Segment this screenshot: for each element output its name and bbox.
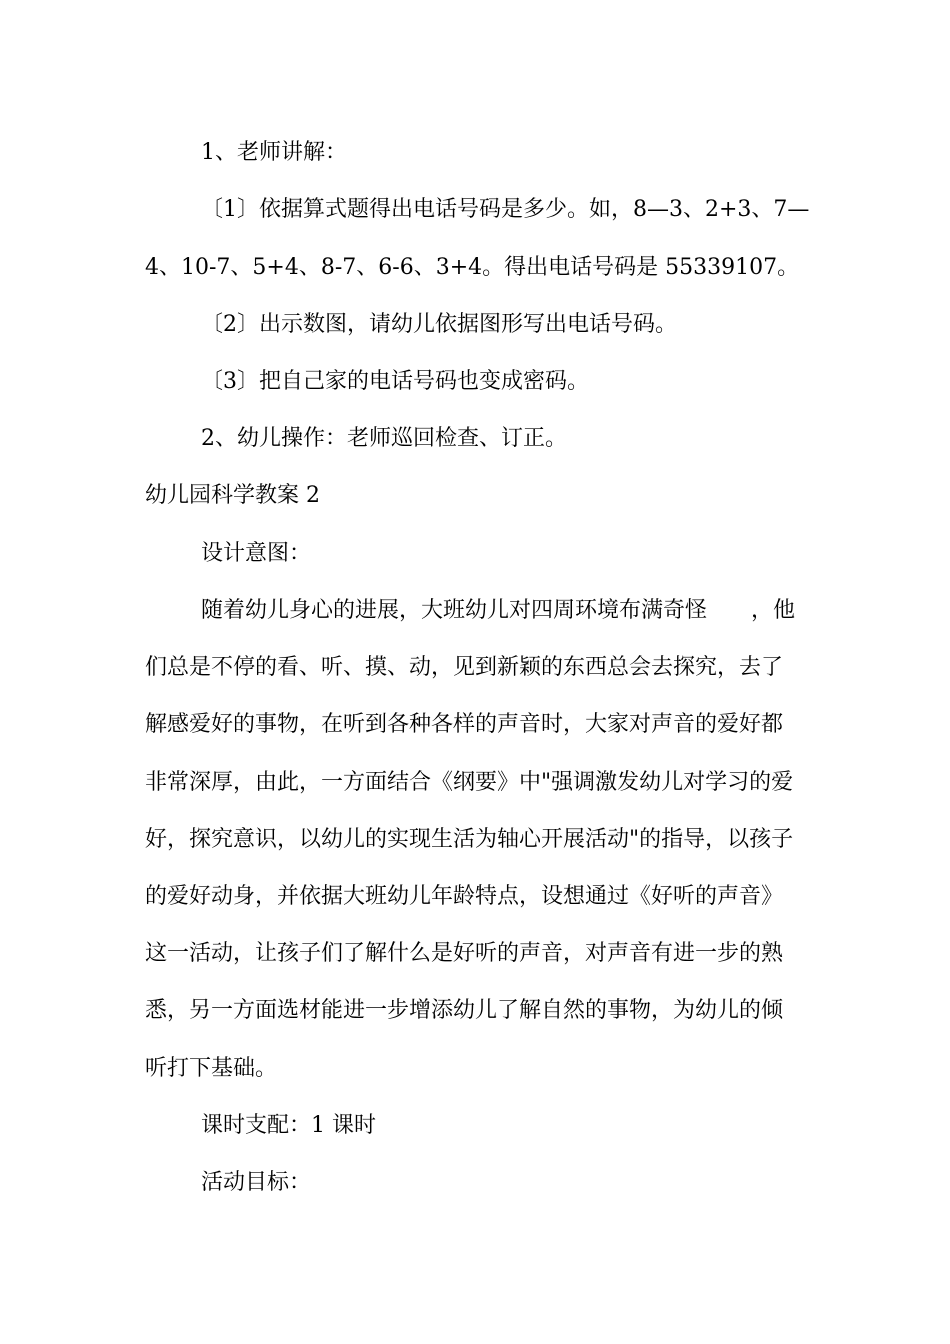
paragraph-line: 听打下基础。 [145,1056,278,1081]
step-1-heading: 1、老师讲解： [201,140,347,165]
activity-goals-heading: 活动目标： [201,1170,312,1195]
step-1-item-1-line-2: 4、10-7、5+4、8-7、6-6、3+4。得出电话号码是 55339107。 [145,255,800,280]
paragraph-line: 的爱好动身，并依据大班幼儿年龄特点，设想通过《好听的声音》 [145,884,784,909]
paragraph-line: 非常深厚，由此，一方面结合《纲要》中"强调激发幼儿对学习的爱 [145,770,794,795]
step-2-heading: 2、幼儿操作：老师巡回检查、订正。 [201,426,567,451]
design-intent-heading: 设计意图： [201,541,312,566]
paragraph-line: 好，探究意识，以幼儿的实现生活为轴心开展活动"的指导，以孩子 [145,827,794,852]
section-title: 幼儿园科学教案 2 [145,483,320,508]
paragraph-line: 这一活动，让孩子们了解什么是好听的声音，对声音有进一步的熟 [145,941,784,966]
paragraph-line: 们总是不停的看、听、摸、动，见到新颖的东西总会去探究，去了 [145,655,784,680]
step-1-item-2: 〔2〕出示数图，请幼儿依据图形写出电话号码。 [201,312,677,337]
paragraph-line: 悉，另一方面选材能进一步增添幼儿了解自然的事物，为幼儿的倾 [145,998,784,1023]
step-1-item-1-line-1: 〔1〕依据算式题得出电话号码是多少。如，8—3、2+3、7— [201,197,810,222]
class-hours-line: 课时支配：1 课时 [201,1113,376,1138]
paragraph-line: 随着幼儿身心的进展，大班幼儿对四周环境布满奇怪 ，他 [201,598,796,623]
paragraph-line: 解感爱好的事物，在听到各种各样的声音时，大家对声音的爱好都 [145,712,784,737]
step-1-item-3: 〔3〕把自己家的电话号码也变成密码。 [201,369,589,394]
